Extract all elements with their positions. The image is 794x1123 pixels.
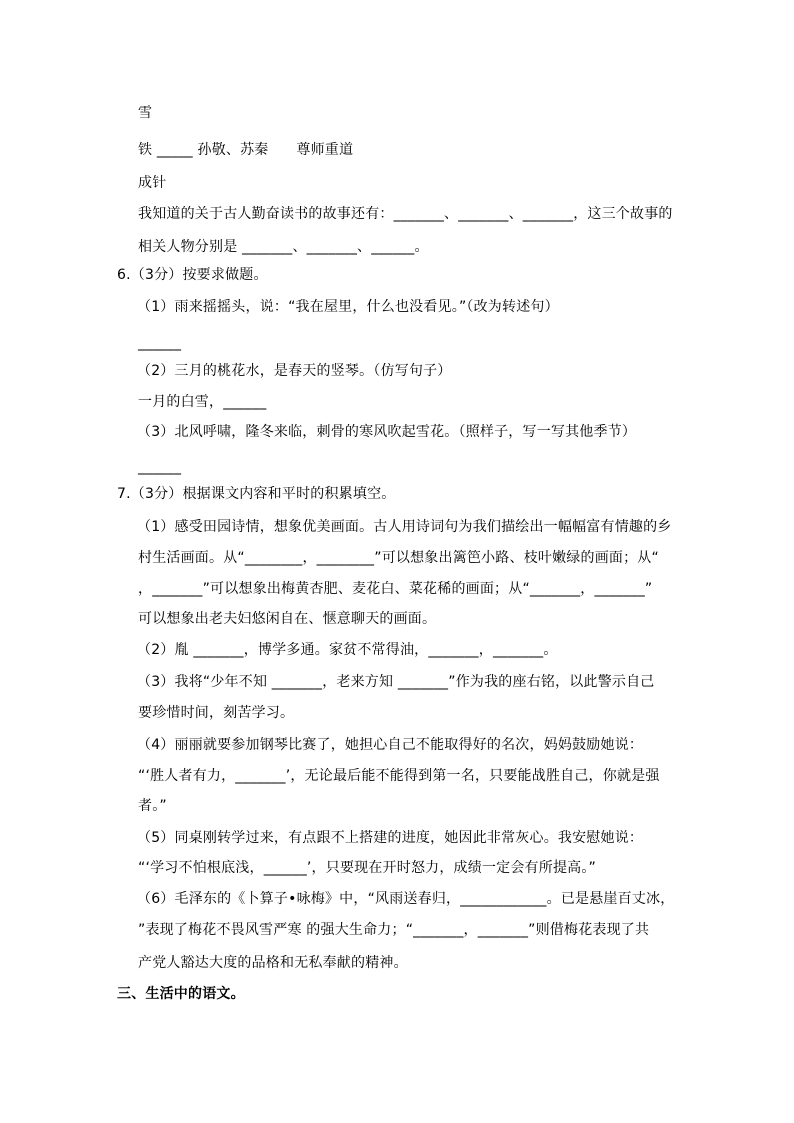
q6-item-1: （1）雨来摇摇头，说：“我在屋里，什么也没看见。”（改为转述句） [137,299,559,315]
q7-item-5: （5）同桌刚转学过来，有点跟不上搭建的进度，她因此非常灰心。我安慰她说： [137,830,644,846]
q6-item-2: （2）三月的桃花水，是春天的竖琴。（仿写句子） [137,363,452,379]
story-question: 我知道的关于古人勤奋读书的故事还有：_______、_______、_______，这三个故事的 [138,206,673,222]
answer-blank: ______ [138,335,182,351]
q7-item-4: 者。” [138,798,167,814]
verse-line: 铁 _____ 孙敬、苏秦 尊师重道 [138,142,354,158]
q7-item-2: （2）胤 _______，博学多通。家贫不常得油，_______，_______。 [137,642,558,658]
q7-item-1: （1）感受田园诗情，想象优美画面。古人用诗词句为我们描绘出一幅幅富有情趣的乡 [137,519,672,535]
q7-item-6: 产党人豁达大度的品格和无私奉献的精神。 [138,955,408,971]
q7-item-6: ”表现了梅花不畏风雪严寒 的强大生命力；“_______，_______”则借梅花表现了共 [138,922,650,938]
q6-item-3: （3）北风呼啸，隆冬来临，刺骨的寒风吹起雪花。（照样子，写一写其他季节） [137,424,637,440]
question-7-title: 7.（3分）根据课文内容和平时的积累填空。 [117,486,396,502]
verse-line: 雪 [138,105,153,121]
q7-item-3: （3）我将“少年不知 _______，老来方知 _______”作为我的座右铭，以此警示自己 [137,674,655,690]
q7-item-6: （6）毛泽东的《卜算子•咏梅》中，“风雨送春归，____________。已是悬崖百丈冰， [137,891,675,907]
q7-item-1: ，_______”可以想象出梅黄杏肥、麦花白、菜花稀的画面；从“_______，_______” [138,581,653,597]
verse-line: 成针 [138,175,167,191]
q7-item-3: 要珍惜时间，刻苦学习。 [138,705,295,721]
story-question: 相关人物分别是 _______、_______、______。 [138,239,429,255]
q7-item-4: （4）丽丽就要参加钢琴比赛了，她担心自己不能取得好的名次，妈妈鼓励她说： [137,737,644,753]
q7-item-5: “‘学习不怕根底浅，______’，只要现在开时怒力，成绩一定会有所提高。” [138,860,597,876]
q7-item-4: “‘胜人者有力，_______’，无论最后能不能得到第一名，只要能战胜自己，你就是强 [138,768,660,784]
answer-line: 一月的白雪，______ [138,394,267,410]
answer-blank: ______ [138,459,182,475]
section-3-heading: 三、生活中的语文。 [117,986,245,1002]
q7-item-1: 村生活画面。从“________，________”可以想象出篱笆小路、枝叶嫩绿的画面；从“ [138,550,659,566]
q7-item-1: 可以想象出老夫妇悠闲自在、惬意聊天的画面。 [138,611,437,627]
question-6-title: 6.（3分）按要求做题。 [117,267,268,283]
